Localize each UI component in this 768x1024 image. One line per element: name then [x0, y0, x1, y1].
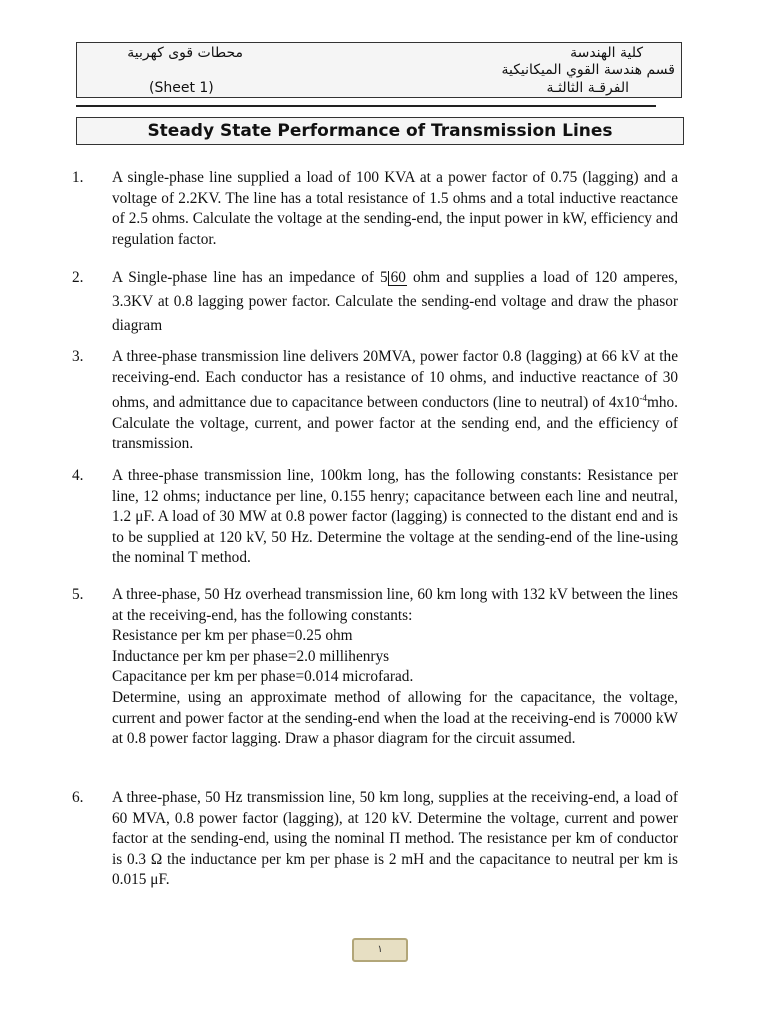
course-title-ar: محطات قوى كهربية [127, 45, 243, 61]
academic-year-ar: الفرقـة الثالثـة [546, 80, 629, 96]
sheet-number: (Sheet 1) [149, 80, 214, 96]
problem-number: 3. [72, 348, 84, 365]
problem-3 [72, 347, 678, 455]
problem-text: A three-phase transmission line, 100km long, has the following constants: Resistance per line, 12 ohms; inductance per line, 0.155 henry; capacitance between each line and neutral, 1.2 μF. A load of 30 MW at 0.8 power factor (lagging) is connected to the distant end and is to be supplied at 120 kV, 50 Hz. Determine the voltage at the sending-end of the line-using the nominal T method. [112, 467, 678, 567]
problem-text-part: mho. Calculate the voltage, current, and power factor at the sending end, and the efficiency of transmission. [112, 394, 678, 453]
page-title: Steady State Performance of Transmission Lines [76, 117, 684, 145]
header-box [76, 42, 682, 98]
problem-text-part: ohm and supplies a load of 120 amperes, 3.3KV at 0.8 lagging power factor. Calculate the sending-end voltage and draw the phasor diagram [112, 269, 678, 334]
angle-value: 60 [388, 271, 407, 286]
problem-number: 6. [72, 789, 84, 806]
problem-number: 2. [72, 269, 84, 286]
faculty-name-ar: كلية الهندسة [570, 45, 643, 61]
page-number: ١ [352, 938, 408, 962]
problem-6 [72, 788, 678, 891]
problem-5 [72, 585, 678, 750]
department-name-ar: قسم هندسة القوي الميكانيكية [501, 62, 675, 78]
header-divider [76, 105, 656, 107]
problem-text-part: A three-phase transmission line delivers 20MVA, power factor 0.8 (lagging) at 66 kV at the receiving-end. Each conductor has a resistance of 10 ohms, and inductive reactance of 30 ohms, and admittance due to capacitance between conductors (line to neutral) of 4x10 [112, 348, 678, 412]
exponent: -4 [639, 393, 647, 404]
problem-4 [72, 466, 678, 569]
problem-1 [72, 168, 678, 250]
problem-number: 5. [72, 586, 84, 603]
problem-2 [72, 266, 678, 338]
problem-text: Determine, using an approximate method of allowing for the capacitance, the voltage, current and power factor at the sending-end when the load at the receiving-end is 70000 kW at 0.8 power factor lagging. Draw a phasor diagram for the circuit assumed. [112, 688, 678, 748]
problem-text-part: A Single-phase line has an impedance of 5 [112, 269, 388, 286]
problem-number: 1. [72, 169, 84, 186]
problem-text [112, 347, 678, 455]
problem-text: A single-phase line supplied a load of 100 KVA at a power factor of 0.75 (lagging) and a voltage of 2.2KV. The line has a total resistance of 1.5 ohms and a total inductive reactance of 2.5 ohms. Calculate the voltage at the sending-end, the input power in kW, efficiency and regulation factor. [112, 169, 678, 248]
constant-capacitance: Capacitance per km per phase=0.014 microfarad. [112, 668, 414, 686]
problem-number: 4. [72, 467, 84, 484]
problem-text [112, 266, 678, 338]
problem-text: A three-phase, 50 Hz transmission line, 50 km long, supplies at the receiving-end, a load of 60 MVA, 0.8 power factor (lagging), at 120 kV. Determine the voltage, current and power factor at the sending-end, using the nominal Π method. The resistance per km of conductor is 0.3 Ω the inductance per km per phase is 2 mH and the capacitance to neutral per km is 0.015 μF. [112, 789, 678, 889]
constant-resistance: Resistance per km per phase=0.25 ohm [112, 627, 353, 645]
constant-inductance: Inductance per km per phase=2.0 millihenrys [112, 647, 390, 665]
problem-text: A three-phase, 50 Hz overhead transmission line, 60 km long with 132 kV between the lines at the receiving-end, has the following constants: [112, 586, 678, 624]
